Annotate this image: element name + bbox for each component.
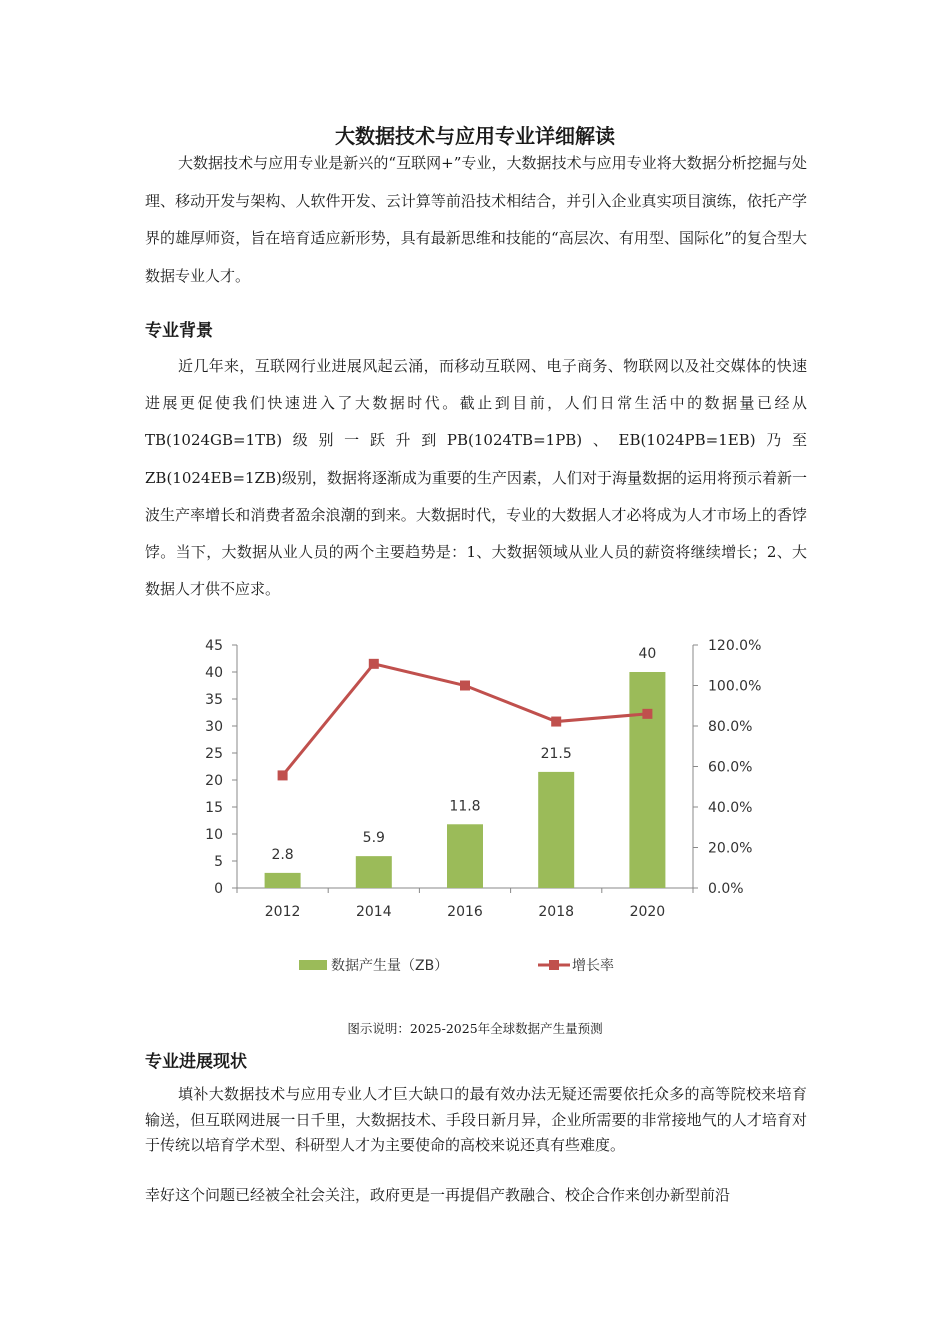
bar-data-label: 11.8 [449, 798, 481, 815]
section-heading-background: 专业背景 [145, 321, 213, 341]
bar-data-label: 2.8 [271, 846, 294, 863]
left-tick-label: 30 [205, 719, 223, 735]
left-tick-label: 10 [205, 827, 223, 843]
chart-svg [190, 628, 790, 990]
legend-label-bars: 数据产生量（ZB） [331, 958, 449, 974]
left-tick-label: 15 [205, 800, 223, 816]
data-volume-chart [190, 628, 790, 990]
bar-data-label: 40 [638, 646, 657, 662]
right-tick-label: 60.0% [708, 759, 753, 776]
x-tick-label: 2020 [629, 904, 666, 920]
background-paragraph: 近几年来，互联网行业进展风起云涌，而移动互联网、电子商务、物联网以及社交媒体的快速进展更促使我们快速进入了大数据时代。截止到目前，人们日常生活中的数据量已经从TB(1024GB=1TB)级别一跃升到PB(1024TB=1PB)、EB(1024PB=1EB)乃至ZB(1024EB=1ZB)级别，数据将逐渐成为重要的生产因素，人们对于海量数据的运用将预示着新一波生产率增长和消费者盈余浪潮的到来。大数据时代，专业的大数据人才必将成为人才市场上的香饽饽。当下，大数据从业人员的两个主要趋势是：1、大数据领域从业人员的薪资将继续增长；2、大数据人才供不应求。 [145, 357, 807, 599]
right-tick-label: 100.0% [708, 678, 762, 695]
left-tick-label: 0 [214, 881, 223, 897]
right-tick-label: 120.0% [708, 638, 762, 654]
left-tick-label: 5 [214, 854, 223, 870]
right-tick-label: 20.0% [708, 840, 753, 857]
growth-rate-point [278, 770, 288, 780]
intro-paragraph: 大数据技术与应用专业是新兴的“互联网+”专业，大数据技术与应用专业将大数据分析挖掘与处理、移动开发与架构、人软件开发、云计算等前沿技术相结合，并引入企业真实项目演练，依托产学界的雄厚师资，旨在培育适应新形势，具有最新思维和技能的“高层次、有用型、国际化”的复合型大数据专业人才。 [145, 154, 807, 285]
bar-data-label: 5.9 [362, 830, 385, 847]
left-tick-label: 35 [205, 692, 223, 708]
left-tick-label: 45 [205, 638, 223, 654]
right-tick-label: 80.0% [708, 719, 753, 735]
section-heading-status: 专业进展现状 [145, 1052, 247, 1072]
bar [447, 824, 483, 888]
left-tick-label: 25 [205, 746, 223, 762]
left-tick-label: 40 [205, 665, 223, 681]
x-tick-label: 2016 [447, 904, 483, 920]
x-tick-label: 2012 [264, 904, 301, 920]
legend-label-growth: 增长率 [572, 958, 614, 974]
bar [356, 856, 392, 888]
growth-rate-point [460, 681, 470, 691]
legend-swatch-bars [299, 960, 327, 970]
growth-rate-point [551, 717, 561, 727]
growth-rate-point [369, 659, 379, 669]
bar [538, 772, 574, 888]
bar-data-label: 21.5 [540, 745, 572, 762]
status-paragraph-continued: 幸好这个问题已经被全社会关注，政府更是一再提倡产教融合、校企合作来创办新型前沿 [145, 1186, 731, 1204]
status-paragraph: 填补大数据技术与应用专业人才巨大缺口的最有效办法无疑还需要依托众多的高等院校来培育输送，但互联网进展一日千里，大数据技术、手段日新月异，企业所需要的非常接地气的人才培育对于传统以培育学术型、科研型人才为主要使命的高校来说还真有些难度。 [145, 1085, 807, 1154]
growth-rate-point [642, 709, 652, 719]
document-title: 大数据技术与应用专业详细解读 [335, 124, 615, 148]
bar [265, 873, 301, 888]
x-tick-label: 2018 [538, 904, 575, 920]
bar [629, 672, 665, 888]
chart-caption: 图示说明：2025-2025年全球数据产生量预测 [347, 1021, 603, 1036]
x-tick-label: 2014 [355, 904, 392, 920]
right-tick-label: 0.0% [708, 881, 744, 897]
left-tick-label: 20 [205, 773, 223, 789]
legend-marker-growth [549, 960, 559, 970]
right-tick-label: 40.0% [708, 800, 753, 816]
